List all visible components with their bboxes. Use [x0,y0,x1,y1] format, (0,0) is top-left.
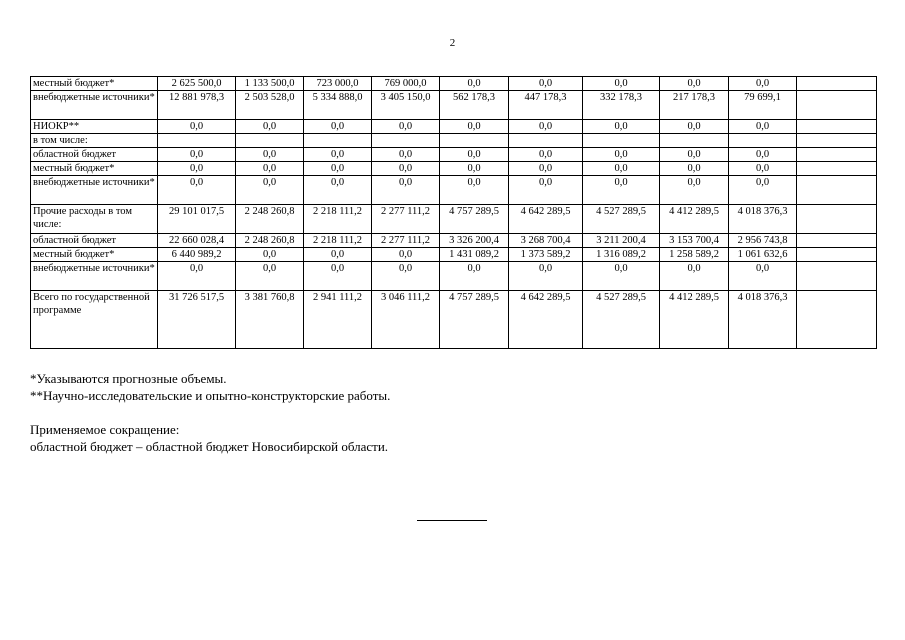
table-row [31,77,877,91]
table-cell [797,234,877,248]
table-cell: 0,0 [440,77,509,91]
table-cell: 562 178,3 [440,91,509,120]
row-label: областной бюджет [31,234,158,248]
table-cell: 0,0 [509,176,583,205]
table-cell: 1 373 589,2 [509,248,583,262]
table-cell: 0,0 [304,148,372,162]
table-cell: 0,0 [236,148,304,162]
table-cell [797,120,877,134]
table-cell: 0,0 [158,176,236,205]
table-cell: 1 316 089,2 [583,248,660,262]
table-cell: 2 248 260,8 [236,234,304,248]
table-cell: 0,0 [583,262,660,291]
table-cell [509,134,583,148]
table-cell: 0,0 [509,120,583,134]
table-cell: 4 642 289,5 [509,291,583,349]
row-label: Всего по государственной программе [31,291,158,349]
table-cell: 0,0 [372,248,440,262]
table-cell: 3 405 150,0 [372,91,440,120]
table-cell: 2 956 743,8 [729,234,797,248]
table-cell: 6 440 989,2 [158,248,236,262]
table-cell: 0,0 [372,162,440,176]
table-cell [660,134,729,148]
table-row [31,148,877,162]
table-cell: 31 726 517,5 [158,291,236,349]
table-cell: 1 061 632,6 [729,248,797,262]
table-cell: 0,0 [729,148,797,162]
table-cell: 2 218 111,2 [304,205,372,234]
table-cell: 0,0 [158,148,236,162]
table-cell [158,134,236,148]
table-row [31,120,877,134]
footnote-niokr: **Научно-исследовательские и опытно-конструкторские работы. [30,388,391,403]
table-cell: 2 941 111,2 [304,291,372,349]
table-cell: 332 178,3 [583,91,660,120]
table-cell: 3 326 200,4 [440,234,509,248]
table-cell: 4 412 289,5 [660,205,729,234]
table-cell: 0,0 [440,176,509,205]
table-cell: 0,0 [583,120,660,134]
table-cell: 0,0 [372,120,440,134]
table-cell [583,134,660,148]
table-cell: 4 018 376,3 [729,291,797,349]
table-row [31,262,877,291]
table-cell: 0,0 [729,77,797,91]
table-cell: 0,0 [304,176,372,205]
table-row [31,176,877,205]
table-cell: 769 000,0 [372,77,440,91]
table-cell: 4 527 289,5 [583,205,660,234]
table-cell: 0,0 [158,162,236,176]
table-cell: 0,0 [236,262,304,291]
footnote-forecast: *Указываются прогнозные объемы. [30,371,227,386]
table-cell: 0,0 [304,120,372,134]
row-label: областной бюджет [31,148,158,162]
table-cell: 3 046 111,2 [372,291,440,349]
table-cell: 0,0 [509,162,583,176]
row-label: местный бюджет* [31,248,158,262]
table-row [31,248,877,262]
table-cell: 4 757 289,5 [440,205,509,234]
table-cell: 0,0 [509,77,583,91]
table-cell: 4 412 289,5 [660,291,729,349]
table-cell: 0,0 [440,262,509,291]
table-cell: 4 527 289,5 [583,291,660,349]
table-cell: 5 334 888,0 [304,91,372,120]
table-cell: 0,0 [660,120,729,134]
table-cell: 1 133 500,0 [236,77,304,91]
table-cell: 0,0 [372,176,440,205]
table-cell: 0,0 [660,162,729,176]
table-cell: 12 881 978,3 [158,91,236,120]
page-number: 2 [449,37,456,49]
table-cell: 0,0 [158,120,236,134]
table-cell [304,134,372,148]
table-cell: 0,0 [158,262,236,291]
table-cell: 3 211 200,4 [583,234,660,248]
row-label: в том числе: [31,134,158,148]
table-cell: 0,0 [583,162,660,176]
table-cell: 0,0 [660,148,729,162]
table-cell: 4 757 289,5 [440,291,509,349]
table-cell: 0,0 [660,77,729,91]
table-cell: 0,0 [509,262,583,291]
table-cell: 2 503 528,0 [236,91,304,120]
row-label: внебюджетные источники* [31,262,158,291]
table-cell: 3 381 760,8 [236,291,304,349]
table-cell: 0,0 [729,176,797,205]
table-cell: 4 018 376,3 [729,205,797,234]
table-cell: 2 248 260,8 [236,205,304,234]
table-cell [797,77,877,91]
table-cell: 0,0 [372,148,440,162]
table-row [31,134,877,148]
table-cell: 0,0 [304,248,372,262]
table-row [31,234,877,248]
row-label: НИОКР** [31,120,158,134]
table-cell: 79 699,1 [729,91,797,120]
table-cell: 447 178,3 [509,91,583,120]
table-cell: 0,0 [440,120,509,134]
table-cell: 0,0 [509,148,583,162]
table-cell: 1 431 089,2 [440,248,509,262]
table-row [31,162,877,176]
table-cell: 29 101 017,5 [158,205,236,234]
table-cell [372,134,440,148]
table-cell: 0,0 [583,77,660,91]
table-cell: 0,0 [236,248,304,262]
table-cell: 0,0 [660,176,729,205]
table-cell: 1 258 589,2 [660,248,729,262]
table-cell: 0,0 [236,162,304,176]
table-cell: 2 625 500,0 [158,77,236,91]
table-cell: 3 268 700,4 [509,234,583,248]
table-cell: 723 000,0 [304,77,372,91]
table-cell [236,134,304,148]
table-cell: 0,0 [729,120,797,134]
row-label: внебюджетные источники* [31,176,158,205]
row-label: местный бюджет* [31,77,158,91]
table-cell: 2 277 111,2 [372,205,440,234]
end-divider [417,520,487,521]
table-cell: 0,0 [583,148,660,162]
table-cell: 0,0 [440,162,509,176]
table-cell [797,291,877,349]
table-cell [797,134,877,148]
table-cell: 22 660 028,4 [158,234,236,248]
table-cell: 0,0 [440,148,509,162]
table-cell: 2 277 111,2 [372,234,440,248]
table-cell: 0,0 [236,176,304,205]
footnotes [30,370,390,455]
row-label: внебюджетные источники* [31,91,158,120]
table-cell: 4 642 289,5 [509,205,583,234]
budget-table [30,76,877,349]
abbreviation-title: Применяемое сокращение: [30,422,180,437]
table-cell: 0,0 [729,162,797,176]
row-label: местный бюджет* [31,162,158,176]
table-cell [440,134,509,148]
table-cell: 0,0 [583,176,660,205]
table-row [31,205,877,234]
table-row [31,291,877,349]
table-cell [797,91,877,120]
table-cell: 0,0 [236,120,304,134]
table-row [31,91,877,120]
table-cell [797,248,877,262]
table-cell: 0,0 [372,262,440,291]
table-cell [797,148,877,162]
table-cell: 3 153 700,4 [660,234,729,248]
table-cell: 0,0 [304,162,372,176]
table-cell [729,134,797,148]
table-cell [797,205,877,234]
table-cell: 2 218 111,2 [304,234,372,248]
table-cell [797,162,877,176]
table-cell [797,262,877,291]
row-label: Прочие расходы в том числе: [31,205,158,234]
table-cell: 0,0 [660,262,729,291]
table-cell: 0,0 [304,262,372,291]
table-cell [797,176,877,205]
table-cell: 0,0 [729,262,797,291]
table-cell: 217 178,3 [660,91,729,120]
abbreviation-text: областной бюджет – областной бюджет Новосибирской области. [30,439,389,454]
